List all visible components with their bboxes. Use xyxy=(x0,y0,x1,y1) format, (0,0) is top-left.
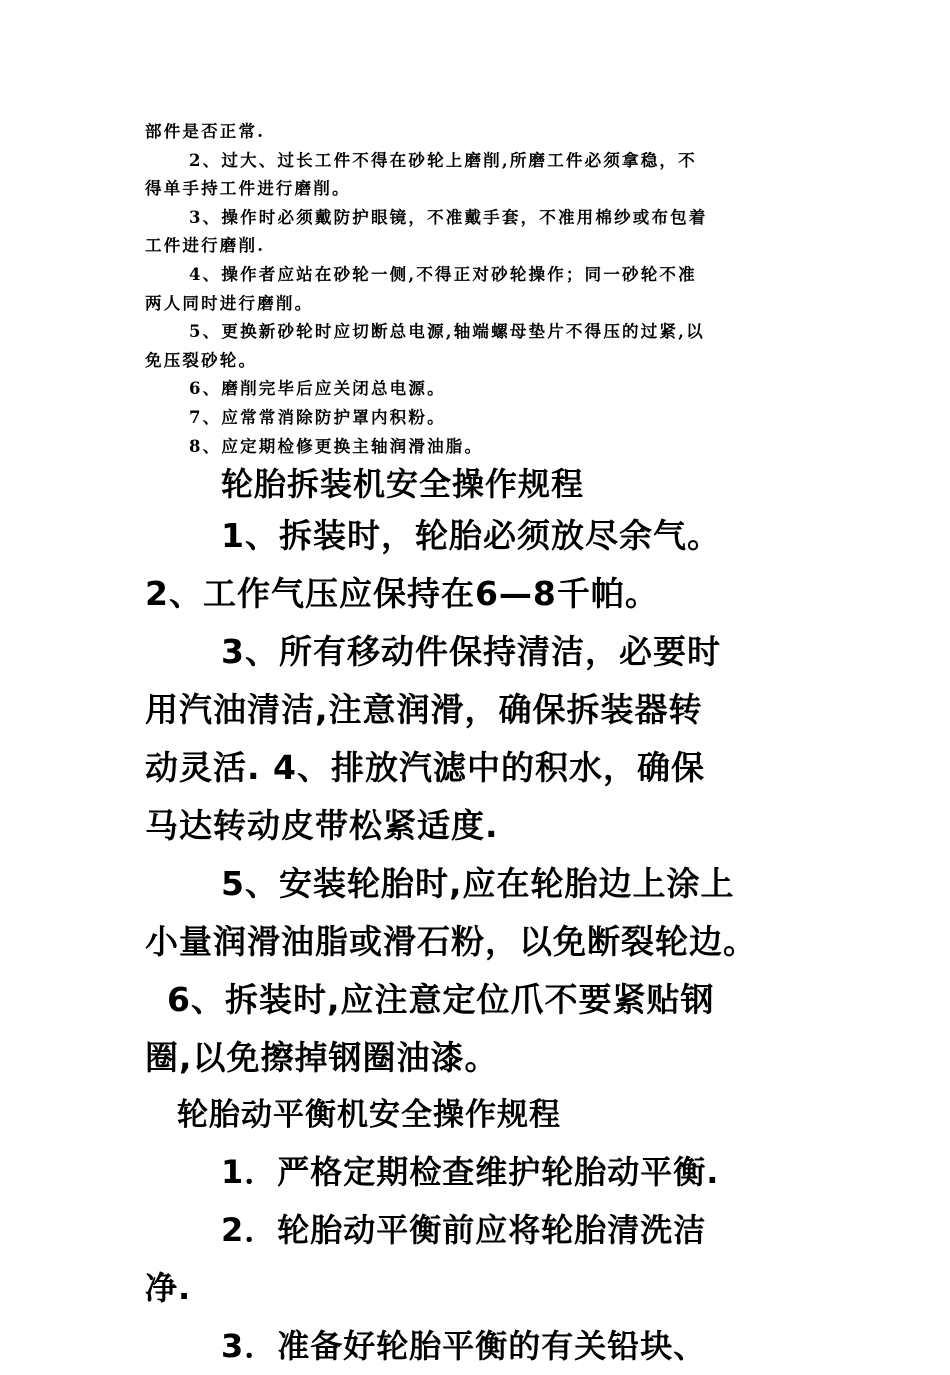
grinder-item-7: 7、应常常消除防护罩内积粉。 xyxy=(189,407,446,427)
grinder-item-4-a: 4、操作者应站在砂轮一侧,不得正对砂轮操作；同一砂轮不准 xyxy=(189,264,697,284)
grinder-item-8: 8、应定期检修更换主轴润滑油脂。 xyxy=(189,436,484,456)
grinder-item-4-b: 两人同时进行磨削。 xyxy=(145,293,314,313)
grinder-item-2-b: 得单手持工件进行磨削。 xyxy=(145,179,351,199)
grinder-item-6: 6、磨削完毕后应关闭总电源。 xyxy=(189,379,446,399)
tire-changer-line-5: 动灵活. 4、排放汽滤中的积水，确保 xyxy=(145,748,705,788)
wheel-balancer-line-4: 3．准备好轮胎平衡的有关铅块、 xyxy=(221,1327,707,1366)
tire-changer-line-3: 3、所有移动件保持清洁，必要时 xyxy=(221,632,721,672)
wheel-balancer-section xyxy=(145,1087,825,1375)
tire-changer-line-9: 6、拆装时,应注意定位爪不要紧贴钢 xyxy=(167,980,715,1020)
tire-changer-section xyxy=(145,461,825,1087)
tire-changer-title: 轮胎拆装机安全操作规程 xyxy=(221,465,585,504)
tire-changer-line-2: 2、工作气压应保持在6—8千帕。 xyxy=(145,574,659,614)
tire-changer-line-8: 小量润滑油脂或滑石粉，以免断裂轮边。 xyxy=(145,922,757,962)
tire-changer-line-6: 马达转动皮带松紧适度. xyxy=(145,806,499,846)
grinder-item-3-a: 3、操作时必须戴防护眼镜，不准戴手套，不准用棉纱或布包着 xyxy=(189,207,708,227)
grinder-item-3-b: 工件进行磨削. xyxy=(145,236,266,256)
tire-changer-line-1: 1、拆装时，轮胎必须放尽余气。 xyxy=(221,516,721,556)
wheel-balancer-line-1: 1．严格定期检查维护轮胎动平衡. xyxy=(221,1153,720,1192)
grinder-item-5-a: 5、更换新砂轮时应切断总电源,轴端螺母垫片不得压的过紧,以 xyxy=(189,322,705,342)
wheel-balancer-title: 轮胎动平衡机安全操作规程 xyxy=(177,1097,561,1134)
tire-changer-line-7: 5、安装轮胎时,应在轮胎边上涂上 xyxy=(221,864,735,904)
grinder-item-5-b: 免压裂砂轮。 xyxy=(145,350,258,370)
wheel-balancer-line-3: 净. xyxy=(145,1269,192,1308)
grinder-line-0: 部件是否正常. xyxy=(145,122,266,141)
wheel-balancer-line-2: 2．轮胎动平衡前应将轮胎清洗洁 xyxy=(221,1211,707,1250)
tire-changer-line-4: 用汽油清洁,注意润滑，确保拆装器转 xyxy=(145,690,703,730)
document-page xyxy=(145,118,825,1375)
grinder-rules-section xyxy=(145,118,825,461)
grinder-item-2-a: 2、过大、过长工件不得在砂轮上磨削,所磨工件必须拿稳，不 xyxy=(189,150,697,170)
tire-changer-line-10: 圈,以免擦掉钢圈油漆。 xyxy=(145,1038,499,1078)
